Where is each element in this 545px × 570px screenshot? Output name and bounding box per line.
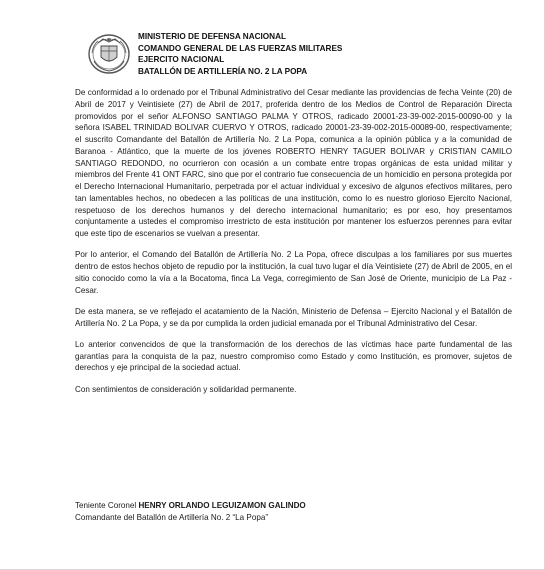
signature-line — [75, 500, 505, 512]
signature-rank: Teniente Coronel — [75, 501, 137, 510]
signature-name: HENRY ORLANDO LEGUIZAMON GALINDO — [138, 501, 306, 510]
military-seal-icon — [86, 31, 132, 77]
signature-title: Comandante del Batallón de Artillería No. 2 “La Popa” — [75, 512, 269, 522]
paragraph-2: Por lo anterior, el Comando del Batallón de Artillería No. 2 La Popa, ofrece disculpas a los familiares por sus muertes dentro de estos hechos objeto de repudio por la institución, la cual tuvo lugar el día Veintisiete (27) de Abril de 2005, en el sitio conocido como la vía a la Bocatoma, finca La Vega, corregimiento de San José de Oriente, municipio de La Paz -Cesar. — [75, 250, 512, 295]
letterhead-ministry: MINISTERIO DE DEFENSA NACIONAL — [138, 32, 286, 41]
letterhead-army: EJERCITO NACIONAL — [138, 55, 225, 65]
letterhead — [138, 31, 498, 77]
signature-block — [75, 500, 505, 523]
paragraph-5: Con sentimientos de consideración y solidaridad permanente. — [75, 384, 297, 394]
letterhead-battalion: BATALLÓN DE ARTILLERÍA NO. 2 LA POPA — [138, 66, 308, 76]
letterhead-command: COMANDO GENERAL DE LAS FUERZAS MILITARES — [138, 43, 343, 53]
paragraph-1: De conformidad a lo ordenado por el Tribunal Administrativo del Cesar mediante las providencias de fecha Veinte (20) de Abril de 2017 y Veintisiete (27) de Abril de 2017, proferida dentro de los Medios de Control de Reparación Directa promovidos por el señor ALFONSO SANTIAGO PALMA Y OTROS, radicado 20001-23-39-002-2015-00090-00 y la señora ISABEL TRINIDAD BOLIVAR CUERVO Y OTROS, radicado 20001-23-39-002-2015-00089-00, respectivamente; el suscrito Comandante del Batallón de Artillería No. 2 La Popa, comunica a la opinión pública y a la comunidad de Baranoa - Atlántico, que la muerte de los jóvenes ROBERTO HENRY TAGUER BOLIVAR y CRISTIAN CAMILO SANTIAGO REDONDO, no ocurrieron con ocasión a un combate entre tropas orgánicas de esta unidad militar y miembros del Frente 41 ONT FARC, sino que por el contrario fue consecuencia de un homicidio en persona protegida por el Derecho Internacional Humanitario, perpetrada por el actuar individual y excesivo de algunos efectivos militares, pero tan lamentables hechos, no obedecen a las políticas de una institución, como lo es nuestro glorioso Ejercito Nacional, respetuoso de los derechos humanos y del derecho internacional humanitario; es por eso, hoy presentamos conjuntamente a ustedes el compromiso irrestricto de esta institución por mantener los esfuerzos perennes para evitar que este tipo de escenarios se vuelvan a presentar. — [75, 88, 512, 238]
paragraph-4: Lo anterior convencidos de que la transformación de los derechos de las víctimas hace parte fundamental de las garantías para la conquista de la paz, nuestro compromiso como Estado y como Institución, es promover, sujetos de derechos y eje principal de la sociedad actual. — [75, 339, 512, 373]
paragraph-3: De esta manera, se ve reflejado el acatamiento de la Nación, Ministerio de Defensa – Ejercito Nacional y el Batallón de Artillería No. 2 La Popa, y se da por cumplida la orden judicial emanada por el Tribunal Administrativo del Cesar. — [75, 306, 512, 328]
letter-body — [75, 87, 512, 405]
